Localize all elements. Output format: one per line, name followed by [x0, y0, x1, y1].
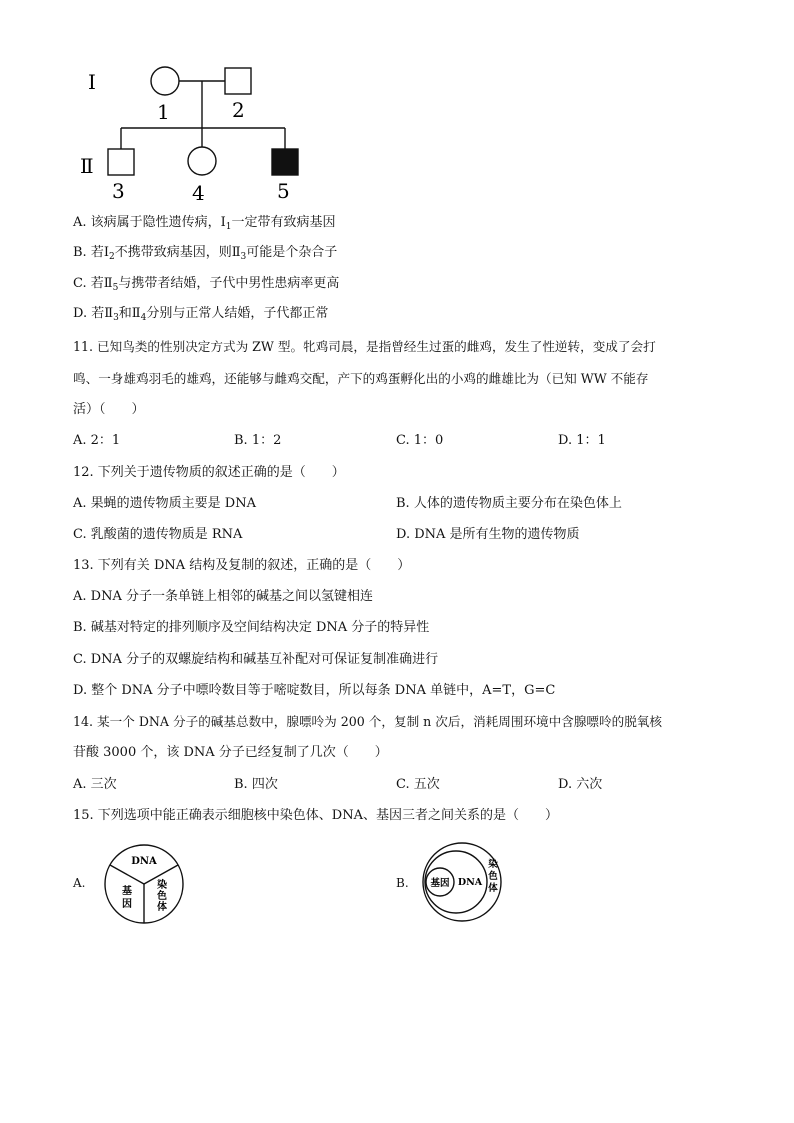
q10-b-text-3: 可能是个杂合子 [246, 245, 338, 260]
q10-option-d [73, 305, 328, 323]
q10-d-sub-2: 4 [140, 313, 147, 323]
q14-stem-line-1: 14. 某一个 DNA 分子的碱基总数中，腺嘌呤为 200 个，复制 n 次后，消耗周围环境中含腺嘌呤的脱氧核 [73, 714, 662, 729]
q10-c-text-2: 与携带者结婚，子代中男性患病率更高 [118, 276, 340, 291]
q11-option-b: B. 1：2 [234, 433, 282, 448]
q10-d-text-2: 和Ⅱ [118, 306, 141, 321]
pie-dna-label: DNA [131, 856, 157, 867]
q10-d-text-1: D. 若Ⅱ [73, 306, 114, 321]
q10-b-sub-2: 3 [240, 252, 247, 262]
q13-option-c: C. DNA 分子的双螺旋结构和碱基互补配对可保证复制准确进行 [73, 652, 439, 667]
pie-chrom-label-3: 体 [157, 902, 167, 913]
q10-option-c [73, 275, 339, 293]
generation-1-label: I [88, 70, 96, 94]
q10-option-a [73, 214, 336, 232]
q15-option-b-label: B. [396, 876, 409, 890]
pie-chrom-label-1: 染 [157, 880, 167, 891]
q10-c-sub: 5 [112, 283, 119, 293]
q12-option-d: D. DNA 是所有生物的遗传物质 [396, 527, 580, 542]
individual-2-male [225, 68, 251, 94]
q13-option-d: D. 整个 DNA 分子中嘌呤数目等于嘧啶数目，所以每条 DNA 单链中，A=T，G=C [73, 683, 556, 698]
q11-option-d: D. 1：1 [558, 433, 606, 448]
q13-option-a: A. DNA 分子一条单链上相邻的碱基之间以氢键相连 [73, 589, 373, 604]
q12-option-c: C. 乳酸菌的遗传物质是 RNA [73, 527, 243, 542]
q10-option-b [73, 244, 337, 262]
q12-option-b: B. 人体的遗传物质主要分布在染色体上 [396, 496, 622, 511]
individual-5-number: 5 [277, 179, 290, 203]
q10-a-text-1: A. 该病属于隐性遗传病，Ⅰ [73, 215, 226, 230]
individual-4-number: 4 [192, 181, 205, 205]
q15-option-b-diagram [420, 840, 504, 924]
pie-gene-label-2: 因 [122, 899, 132, 910]
q10-b-text-1: B. 若Ⅰ [73, 245, 109, 260]
q12-option-a: A. 果蝇的遗传物质主要是 DNA [73, 496, 256, 511]
q15-stem: 15. 下列选项中能正确表示细胞核中染色体、DNA、基因三者之间关系的是（ ） [73, 808, 558, 823]
q10-d-sub-1: 3 [113, 313, 119, 323]
q10-b-sub-1: 2 [108, 252, 115, 262]
individual-4-female [188, 147, 216, 175]
individual-5-affected-male [272, 149, 298, 175]
q11-stem-line-1: 11. 已知鸟类的性别决定方式为 ZW 型。牝鸡司晨，是指曾经生过蛋的雌鸡，发生了性逆转，变成了会打 [73, 339, 656, 354]
q14-option-b: B. 四次 [234, 777, 278, 792]
individual-2-number: 2 [232, 98, 245, 122]
q13-stem: 13. 下列有关 DNA 结构及复制的叙述，正确的是（ ） [73, 558, 411, 573]
individual-3-male [108, 149, 134, 175]
q11-option-a: A. 2：1 [73, 433, 121, 448]
pedigree-chart [60, 55, 380, 265]
q10-a-sub: 1 [225, 222, 232, 232]
venn-chrom-label-2: 色 [488, 871, 498, 882]
q15-option-a-diagram [102, 842, 186, 926]
q14-option-a: A. 三次 [73, 777, 117, 792]
individual-1-number: 1 [157, 100, 170, 124]
venn-chrom-label-3: 体 [488, 883, 498, 894]
generation-2-label: Ⅱ [80, 154, 94, 178]
venn-gene-label: 基因 [430, 878, 450, 889]
venn-chrom-label-1: 染 [488, 859, 498, 870]
q15-option-a-label: A. [73, 876, 86, 890]
q10-b-text-2: 不携带致病基因，则Ⅱ [114, 245, 241, 260]
q12-stem: 12. 下列关于遗传物质的叙述正确的是（ ） [73, 465, 345, 480]
individual-3-number: 3 [112, 179, 125, 203]
pie-chrom-label-2: 色 [157, 891, 167, 902]
q14-option-d: D. 六次 [558, 777, 603, 792]
q10-a-text-2: 一定带有致病基因 [231, 215, 336, 230]
individual-1-female [151, 67, 179, 95]
q11-option-c: C. 1：0 [396, 433, 444, 448]
q11-stem-line-3: 活）（ ） [73, 402, 145, 417]
q14-option-c: C. 五次 [396, 777, 440, 792]
q10-c-text-1: C. 若Ⅱ [73, 276, 113, 291]
q10-d-text-3: 分别与正常人结婚，子代都正常 [146, 306, 329, 321]
pie-gene-label-1: 基 [122, 886, 132, 897]
q14-stem-line-2: 苷酸 3000 个，该 DNA 分子已经复制了几次（ ） [73, 745, 388, 760]
q13-option-b: B. 碱基对特定的排列顺序及空间结构决定 DNA 分子的特异性 [73, 620, 430, 635]
q11-stem-line-2: 鸣、一身雄鸡羽毛的雄鸡，还能够与雌鸡交配，产下的鸡蛋孵化出的小鸡的雌雄比为（已知 WW 不能存 [73, 371, 649, 386]
venn-dna-label: DNA [457, 877, 483, 888]
